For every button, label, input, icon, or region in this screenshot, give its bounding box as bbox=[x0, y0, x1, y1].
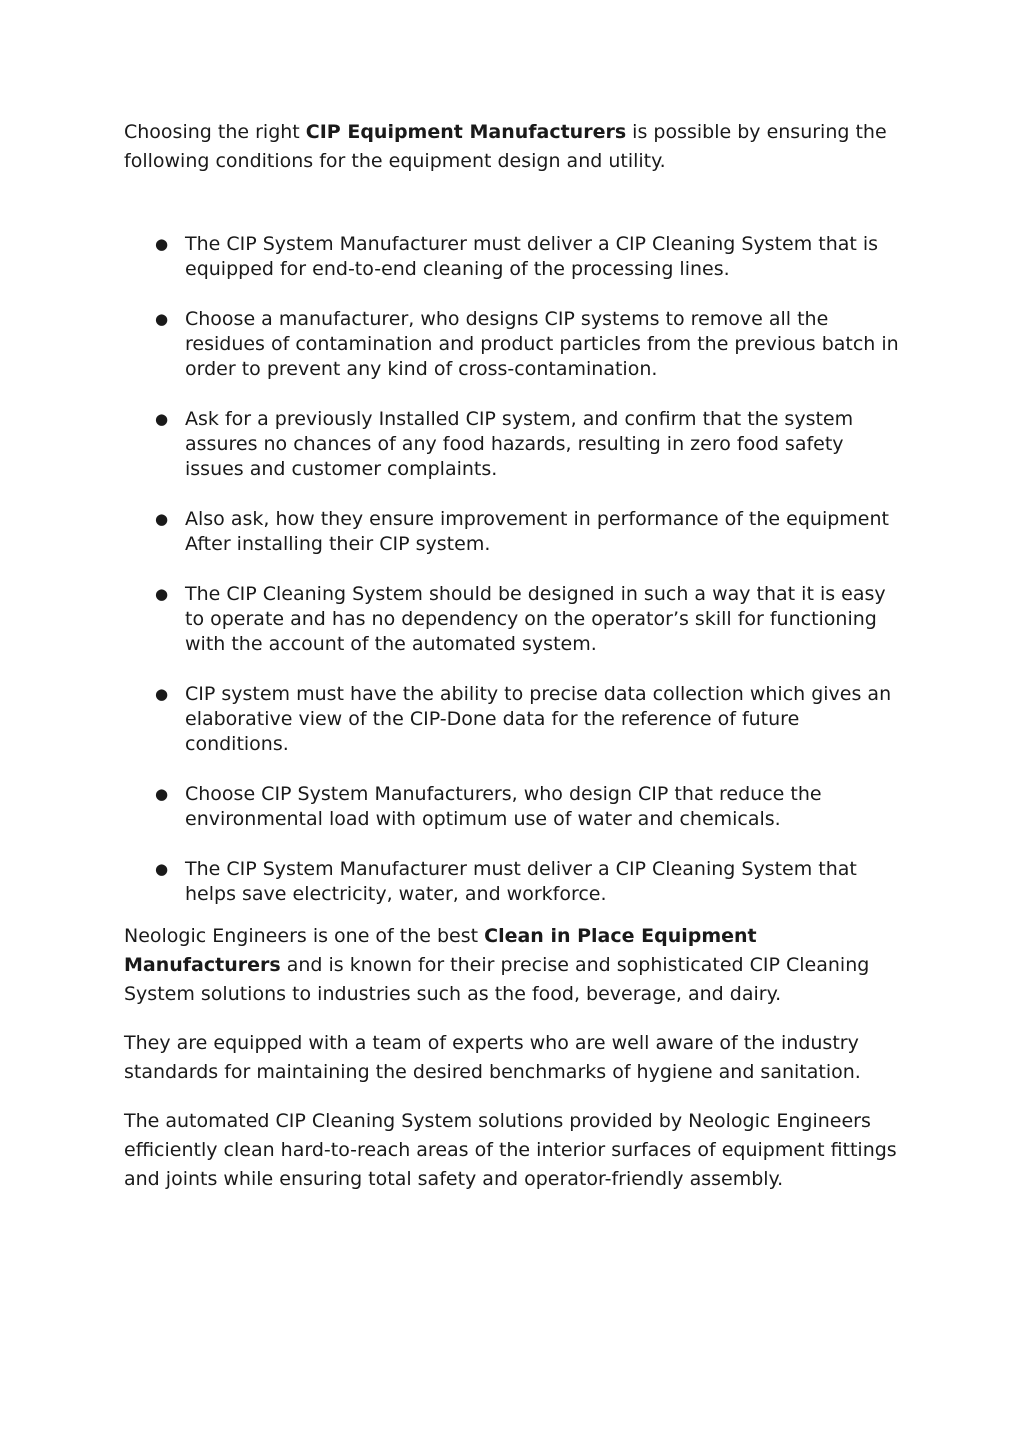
bullet-text: CIP system must have the ability to precise data collection which gives an elaborative view of the CIP-Done data for the reference of future conditions. bbox=[185, 683, 892, 755]
bullet-text: Also ask, how they ensure improvement in performance of the equipment After installing their CIP system. bbox=[185, 508, 889, 555]
bullet-dot-icon: ● bbox=[155, 310, 169, 328]
bullet-text: Ask for a previously Installed CIP system, and confirm that the system assures no chances of any food hazards, resulting in zero food safety issues and customer complaints. bbox=[185, 408, 854, 480]
bullet-text: The CIP Cleaning System should be designed in such a way that it is easy to operate and has no dependency on the operator’s skill for functioning with the account of the automated system. bbox=[185, 583, 886, 655]
bullet-item bbox=[124, 857, 904, 907]
bullet-item bbox=[124, 232, 904, 282]
bullet-dot-icon: ● bbox=[155, 585, 169, 603]
neologic-text-start: Neologic Engineers is one of the best bbox=[124, 925, 485, 947]
bullet-item bbox=[124, 582, 904, 657]
conditions-bullet-list bbox=[124, 232, 904, 907]
neologic-text-end: and is known for their precise and sophisticated CIP Cleaning System solutions to industries such as the food, beverage, and dairy. bbox=[124, 954, 870, 1005]
bullet-dot-icon: ● bbox=[155, 510, 169, 528]
intro-bold-phrase: CIP Equipment Manufacturers bbox=[305, 121, 627, 143]
bullet-dot-icon: ● bbox=[155, 860, 169, 878]
bullet-dot-icon: ● bbox=[155, 785, 169, 803]
bullet-dot-icon: ● bbox=[155, 235, 169, 253]
bullet-dot-icon: ● bbox=[155, 685, 169, 703]
document-page bbox=[124, 118, 904, 1194]
bullet-item bbox=[124, 782, 904, 832]
bullet-dot-icon: ● bbox=[155, 410, 169, 428]
bullet-item bbox=[124, 682, 904, 757]
bullet-item bbox=[124, 307, 904, 382]
intro-text-start: Choosing the right bbox=[124, 121, 306, 143]
bullet-item bbox=[124, 507, 904, 557]
bullet-text: The CIP System Manufacturer must deliver a CIP Cleaning System that helps save electricity, water, and workforce. bbox=[185, 858, 857, 905]
bullet-text: Choose a manufacturer, who designs CIP systems to remove all the residues of contamination and product particles from the previous batch in order to prevent any kind of cross-contamination. bbox=[185, 308, 899, 380]
bullet-text: Choose CIP System Manufacturers, who design CIP that reduce the environmental load with optimum use of water and chemicals. bbox=[185, 783, 822, 830]
intro-text-end: is possible by ensuring the following conditions for the equipment design and utility. bbox=[124, 121, 887, 172]
experts-paragraph: They are equipped with a team of experts who are well aware of the industry standards for maintaining the desired benchmarks of hygiene and sanitation. bbox=[124, 1032, 861, 1083]
intro-paragraph bbox=[124, 118, 904, 176]
automated-paragraph: The automated CIP Cleaning System solutions provided by Neologic Engineers efficiently clean hard-to-reach areas of the interior surfaces of equipment fittings and joints while ensuring total safety and operator-friendly assembly. bbox=[124, 1110, 897, 1190]
neologic-paragraph bbox=[124, 922, 904, 1009]
neologic-bold-phrase: Clean in Place Equipment Manufacturers bbox=[124, 925, 757, 976]
bullet-text: The CIP System Manufacturer must deliver a CIP Cleaning System that is equipped for end-to-end cleaning of the processing lines. bbox=[185, 233, 879, 280]
bullet-item bbox=[124, 407, 904, 482]
